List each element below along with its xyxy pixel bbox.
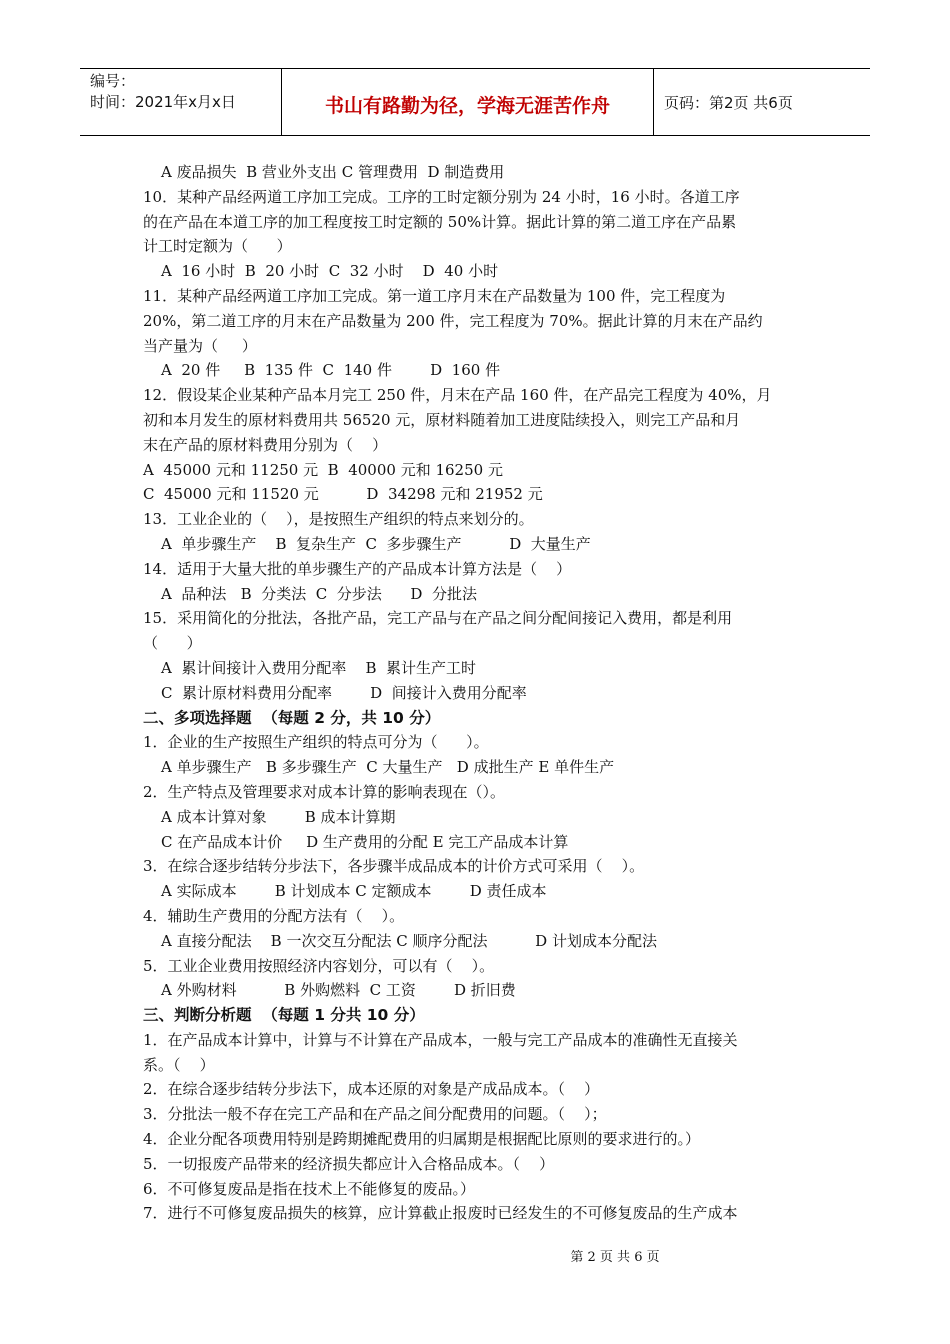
text-line: 6．不可修复废品是指在技术上不能修复的废品。） bbox=[143, 1179, 476, 1198]
document-time: 时间：2021年x月x日 bbox=[90, 93, 236, 111]
text-line: 末在产品的原材料费用分别为（ ） bbox=[143, 435, 388, 454]
page-footer bbox=[0, 1246, 950, 1265]
text-line: A 直接分配法 B 一次交互分配法 C 顺序分配法 D 计划成本分配法 bbox=[161, 931, 657, 950]
text-line: 的在产品在本道工序的加工程度按工时定额的 50%计算。据此计算的第二道工序在产品累 bbox=[143, 212, 737, 231]
text-line: 4．企业分配各项费用特别是跨期摊配费用的归属期是根据配比原则的要求进行的。） bbox=[143, 1130, 701, 1149]
page-header bbox=[80, 68, 870, 136]
text-line: 1．企业的生产按照生产组织的特点可分为（ ）。 bbox=[143, 733, 489, 752]
text-line: 13．工业企业的（ ），是按照生产组织的特点来划分的。 bbox=[143, 510, 534, 529]
text-line: 20%，第二道工序的月末在产品数量为 200 件，完工程度为 70%。据此计算的月末在产品约 bbox=[143, 311, 763, 330]
text-line: A 单步骤生产 B 多步骤生产 C 大量生产 D 成批生产 E 单件生产 bbox=[161, 758, 615, 777]
text-line: 11．某种产品经两道工序加工完成。第一道工序月末在产品数量为 100 件，完工程度为 bbox=[143, 286, 726, 305]
header-meta bbox=[80, 69, 282, 135]
text-line: 2．在综合逐步结转分步法下，成本还原的对象是产成品成本。（ ） bbox=[143, 1080, 600, 1099]
text-line: 5．一切报废产品带来的经济损失都应计入合格品成本。（ ） bbox=[143, 1154, 555, 1173]
section-heading: 三、判断分析题 （每题 1 分共 10 分） bbox=[143, 1006, 425, 1025]
text-line: 计工时定额为（ ） bbox=[143, 237, 292, 256]
text-line: A 单步骤生产 B 复杂生产 C 多步骤生产 D 大量生产 bbox=[161, 534, 591, 553]
text-line: C 累计原材料费用分配率 D 间接计入费用分配率 bbox=[161, 683, 527, 702]
text-line: 3．分批法一般不存在完工产品和在产品之间分配费用的问题。（ ）； bbox=[143, 1105, 607, 1124]
text-line: A 45000 元和 11250 元 B 40000 元和 16250 元 bbox=[143, 460, 503, 479]
footer-page-number: 第 2 页 共 6 页 bbox=[570, 1250, 660, 1265]
header-motto: 书山有路勤为径，学海无涯苦作舟 bbox=[282, 69, 654, 135]
text-line: 14．适用于大量大批的单步骤生产的产品成本计算方法是（ ） bbox=[143, 559, 572, 578]
text-line: 3．在综合逐步结转分步法下，各步骤半成品成本的计价方式可采用（ ）。 bbox=[143, 857, 645, 876]
text-line: 12．假设某企业某种产品本月完工 250 件，月末在产品 160 件，在产品完工程度为 40%，月 bbox=[143, 386, 772, 405]
text-line: A 累计间接计入费用分配率 B 累计生产工时 bbox=[161, 658, 477, 677]
text-line: C 45000 元和 11520 元 D 34298 元和 21952 元 bbox=[143, 485, 543, 504]
text-line: 系。（ ） bbox=[143, 1055, 215, 1074]
text-line: 15．采用简化的分批法，各批产品，完工产品与在产品之间分配间接记入费用，都是利用 bbox=[143, 609, 733, 628]
document-body bbox=[143, 160, 813, 1226]
text-line: 10．某种产品经两道工序加工完成。工序的工时定额分别为 24 小时，16 小时。各道工序 bbox=[143, 187, 740, 206]
text-line: （ ） bbox=[143, 634, 202, 653]
header-page-number: 页码：第2页 共6页 bbox=[664, 93, 793, 112]
text-line: A 20 件 B 135 件 C 140 件 D 160 件 bbox=[161, 361, 501, 380]
text-line: 2．生产特点及管理要求对成本计算的影响表现在（）。 bbox=[143, 782, 506, 801]
document-number-label: 编号： bbox=[90, 72, 136, 90]
text-line: 7．进行不可修复废品损失的核算，应计算截止报废时已经发生的不可修复废品的生产成本 bbox=[143, 1204, 738, 1223]
text-line: 初和本月发生的原材料费用共 56520 元，原材料随着加工进度陆续投入，则完工产品和月 bbox=[143, 410, 741, 429]
text-line: A 废品损失 B 营业外支出 C 管理费用 D 制造费用 bbox=[161, 163, 505, 181]
text-line: 1．在产品成本计算中，计算与不计算在产品成本，一般与完工产品成本的准确性无直接关 bbox=[143, 1030, 738, 1049]
text-line: A 16 小时 B 20 小时 C 32 小时 D 40 小时 bbox=[161, 262, 499, 281]
text-line: C 在产品成本计价 D 生产费用的分配 E 完工产品成本计算 bbox=[161, 832, 569, 851]
text-line: 4．辅助生产费用的分配方法有（ ）。 bbox=[143, 906, 405, 925]
text-line: A 外购材料 B 外购燃料 C 工资 D 折旧费 bbox=[161, 981, 516, 1000]
text-line: 当产量为（ ） bbox=[143, 336, 257, 355]
text-line: A 品种法 B 分类法 C 分步法 D 分批法 bbox=[161, 584, 477, 603]
section-heading: 二、多项选择题 （每题 2 分，共 10 分） bbox=[143, 708, 441, 727]
text-line: A 成本计算对象 B 成本计算期 bbox=[161, 807, 396, 826]
text-line: 5．工业企业费用按照经济内容划分，可以有（ ）。 bbox=[143, 956, 495, 975]
text-line: A 实际成本 B 计划成本 C 定额成本 D 责任成本 bbox=[161, 882, 547, 901]
